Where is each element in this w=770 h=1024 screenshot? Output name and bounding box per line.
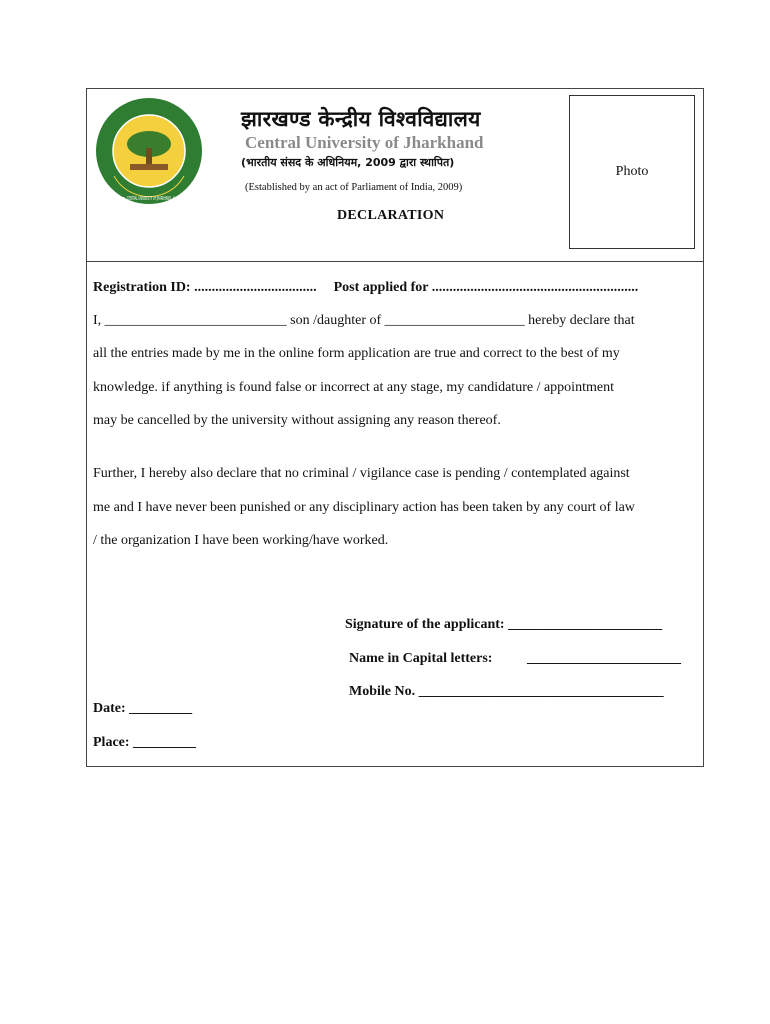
post-applied-label: Post applied for ...........................................................: [333, 280, 639, 295]
declaration-line-4: may be cancelled by the university without assigning any reason thereof.: [93, 413, 501, 428]
signature-field[interactable]: Signature of the applicant: ______________________: [345, 617, 663, 632]
name-capital-label: Name in Capital letters:: [349, 651, 493, 666]
declaration-heading: DECLARATION: [337, 208, 445, 223]
university-title-english: Central University of Jharkhand: [245, 133, 484, 152]
photo-label: Photo: [615, 164, 649, 179]
declaration-line-6: me and I have never been punished or any disciplinary action has been taken by any court of law: [93, 500, 635, 515]
declaration-line-3: knowledge. if anything is found false or incorrect at any stage, my candidature / appointment: [93, 380, 614, 395]
established-note: (Established by an act of Parliament of India, 2009): [245, 182, 463, 193]
established-note-hindi: (भारतीय संसद के अधिनियम, 2009 द्वारा स्थापित): [241, 156, 455, 169]
photo-box[interactable]: [569, 95, 695, 249]
declaration-line-5: Further, I hereby also declare that no criminal / vigilance case is pending / contemplated against: [93, 466, 630, 481]
declaration-line-1: I, __________________________ son /daughter of ____________________ hereby declare that: [93, 313, 635, 328]
declaration-line-2: all the entries made by me in the online form application are true and correct to the best of my: [93, 346, 620, 361]
date-field[interactable]: Date: _________: [93, 701, 193, 716]
declaration-line-7: / the organization I have been working/have worked.: [93, 533, 389, 548]
university-logo: [94, 96, 306, 206]
university-title-hindi: झारखण्ड केन्द्रीय विश्वविद्यालय: [241, 107, 481, 131]
declaration-form: [86, 88, 704, 767]
name-capital-field[interactable]: ______________________: [527, 651, 681, 666]
registration-id-field[interactable]: [93, 280, 638, 296]
mobile-field[interactable]: Mobile No. ___________________________________: [349, 684, 664, 699]
logo-ring-text: झारखण्ड केन्द्रीय विश्वविद्यालय · CENTRAL UNIVERSITY OF JHARKHAND · Knowledge To Wisdom: [99, 197, 306, 202]
place-field[interactable]: Place: _________: [93, 735, 197, 750]
registration-id-label: Registration ID: ...................................: [93, 280, 317, 295]
header-divider: [87, 261, 703, 262]
